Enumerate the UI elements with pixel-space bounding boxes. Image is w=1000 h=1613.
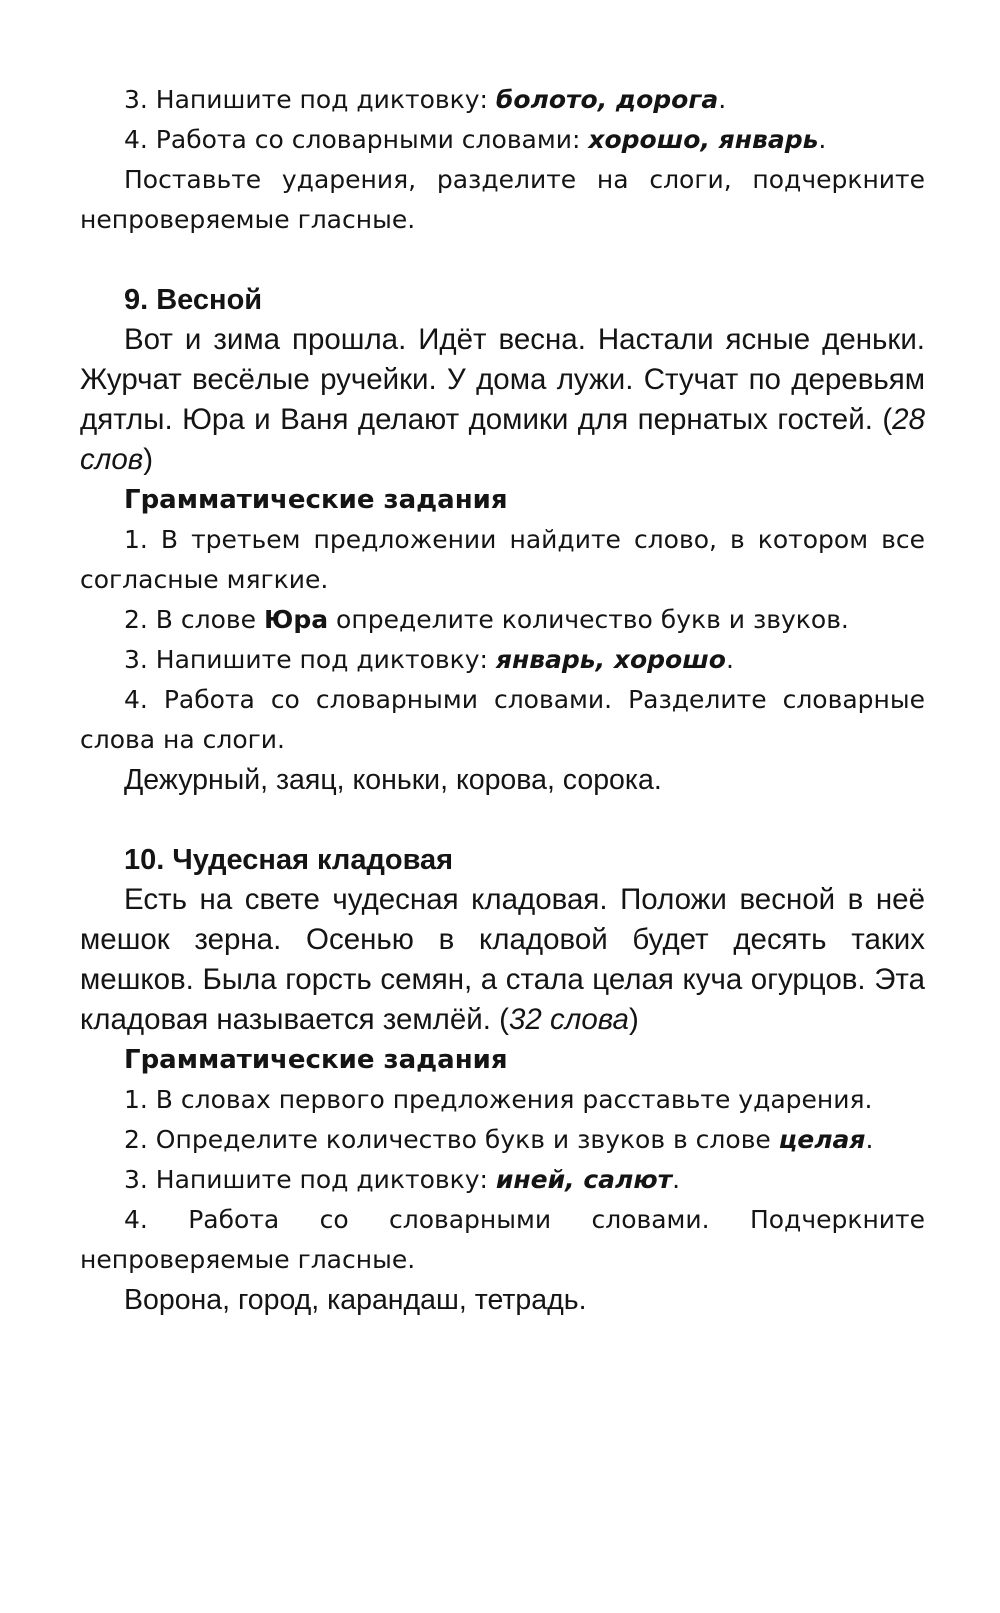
task-3-top <box>80 80 925 120</box>
section-9-task-2 <box>80 600 925 640</box>
task-text: 3. Напишите под диктовку: <box>124 645 496 674</box>
section-9-words: Дежурный, заяц, коньки, корова, сорока. <box>124 764 662 796</box>
story-text: Есть на свете чудесная кладовая. Положи весной в неё мешок зерна. Осенью в кладовой будет десять таких мешков. Была горсть семян, а стала целая куча огурцов. Эта кладовая называется землёй. <box>80 883 925 1036</box>
word: хорошо <box>613 645 726 674</box>
task-instructions-top: Поставьте ударения, разделите на слоги, подчеркните непроверяемые гласные. <box>80 165 925 234</box>
task-text: 3. Напишите под диктовку: <box>124 1165 496 1194</box>
section-10-task-3 <box>80 1160 925 1200</box>
section-9-text <box>80 320 925 480</box>
word-count: 28 слов <box>80 403 925 476</box>
section-10-task-4: 4. Работа со словарными словами. Подчеркните непроверяемые гласные. <box>80 1205 925 1274</box>
task-text: 2. Определите количество букв и звуков в слове <box>124 1125 779 1154</box>
section-9-task-4: 4. Работа со словарными словами. Разделите словарные слова на слоги. <box>80 685 925 754</box>
task-4-top <box>80 120 925 160</box>
section-9-task-3 <box>80 640 925 680</box>
word: Юра <box>263 605 329 634</box>
word-count-open: ( <box>499 1003 509 1036</box>
section-9-task-1: 1. В третьем предложении найдите слово, в котором все согласные мягкие. <box>80 525 925 594</box>
period: . <box>718 85 727 114</box>
section-10-words: Ворона, город, карандаш, тетрадь. <box>124 1284 587 1316</box>
section-9-grammar-title: Грамматические задания <box>124 485 508 515</box>
section-10-task-1: 1. В словах первого предложения расставьте ударения. <box>124 1085 873 1114</box>
word: январь <box>718 125 819 154</box>
word: целая <box>778 1125 866 1154</box>
period: . <box>865 1125 874 1154</box>
period: . <box>672 1165 681 1194</box>
section-gap <box>80 240 925 280</box>
section-gap <box>80 800 925 840</box>
period: . <box>818 125 827 154</box>
story-text: Вот и зима прошла. Идёт весна. Настали ясные деньки. Журчат весёлые ручейки. У дома лужи. Стучат по деревьям дятлы. Юра и Ваня делают домики для пернатых гостей. <box>80 323 925 436</box>
word: салют <box>583 1165 673 1194</box>
separator: , <box>595 645 614 674</box>
separator: , <box>565 1165 584 1194</box>
section-10-text <box>80 880 925 1040</box>
section-10-task-2 <box>80 1120 925 1160</box>
section-9-title: 9. Весной <box>124 284 263 316</box>
section-10-grammar-title: Грамматические задания <box>124 1045 508 1075</box>
word: хорошо <box>588 125 701 154</box>
task-text: 3. Напишите под диктовку: <box>124 85 496 114</box>
word-count: 32 слова <box>508 1003 629 1036</box>
task-text: определите количество букв и звуков. <box>328 605 849 634</box>
period: . <box>725 645 734 674</box>
word: январь <box>495 645 596 674</box>
word: болото <box>495 85 598 114</box>
word-count-close: ) <box>628 1003 639 1036</box>
separator: , <box>597 85 616 114</box>
task-text: 4. Работа со словарными словами: <box>124 125 589 154</box>
task-text: 2. В слове <box>124 605 264 634</box>
word-count-open: ( <box>882 403 893 436</box>
separator: , <box>700 125 719 154</box>
word: дорога <box>615 85 719 114</box>
page <box>80 80 925 1320</box>
section-10-title: 10. Чудесная кладовая <box>124 844 454 876</box>
word: иней <box>495 1165 566 1194</box>
word-count-close: ) <box>143 443 154 476</box>
